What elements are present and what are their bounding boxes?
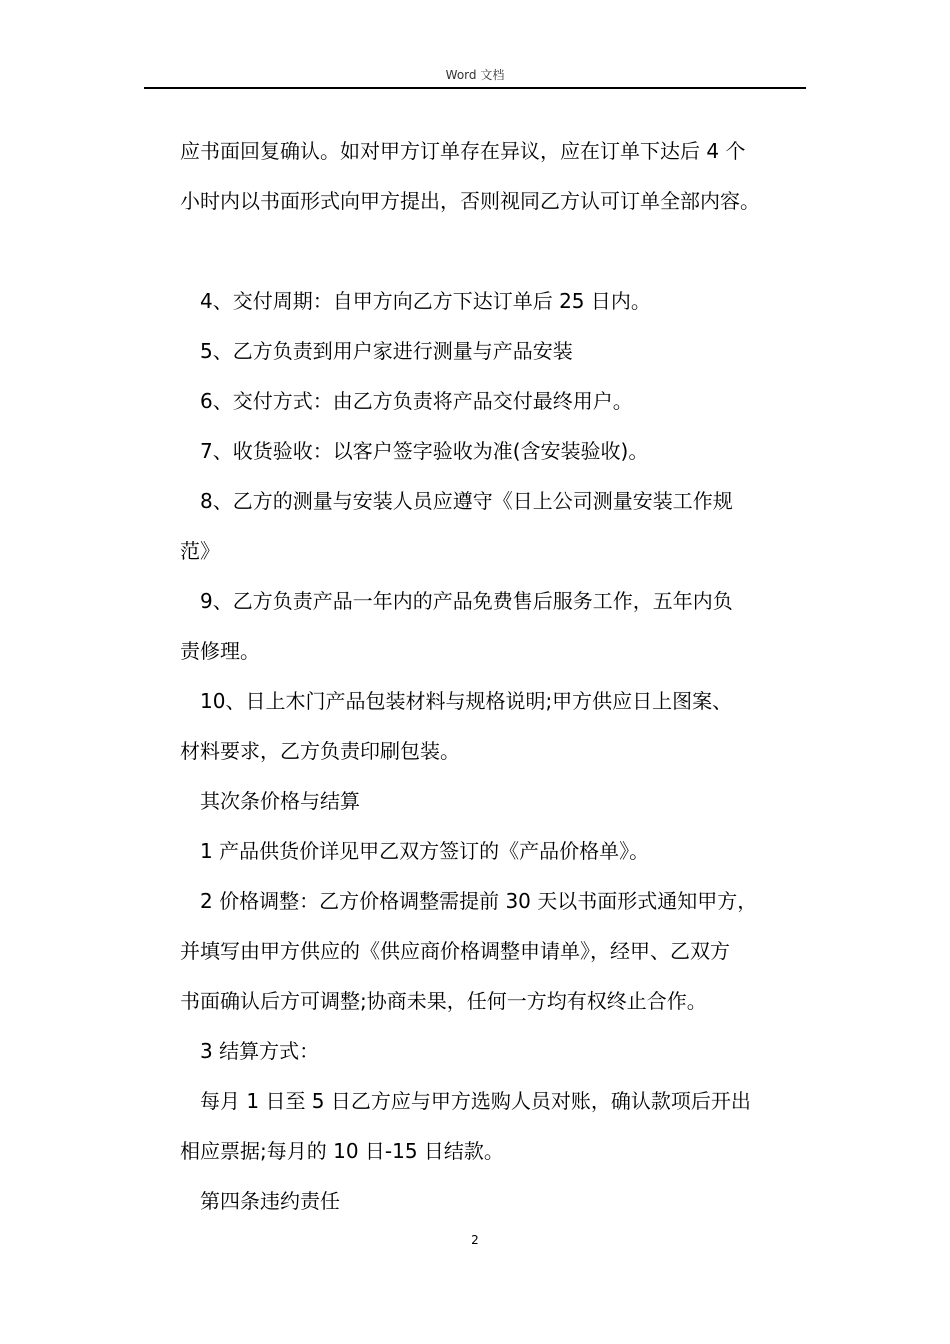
page-header-title: Word 文档 bbox=[445, 68, 505, 82]
body-line: 2 价格调整：乙方价格调整需提前 30 天以书面形式通知甲方， bbox=[200, 889, 758, 913]
blank-line bbox=[180, 226, 812, 276]
section-heading: 其次条价格与结算 bbox=[200, 789, 360, 813]
document-body bbox=[180, 126, 812, 1226]
body-line: 相应票据;每月的 10 日-15 日结款。 bbox=[180, 1139, 504, 1163]
body-line: 9、乙方负责产品一年内的产品免费售后服务工作，五年内负 bbox=[200, 589, 733, 613]
body-line: 7、收货验收：以客户签字验收为准(含安装验收)。 bbox=[200, 439, 649, 463]
section-heading: 第四条违约责任 bbox=[200, 1189, 340, 1213]
body-line: 1 产品供货价详见甲乙双方签订的《产品价格单》。 bbox=[200, 839, 650, 863]
body-line: 责修理。 bbox=[180, 639, 260, 663]
body-line: 5、乙方负责到用户家进行测量与产品安装 bbox=[200, 339, 573, 363]
body-line: 材料要求，乙方负责印刷包装。 bbox=[180, 739, 460, 763]
body-line: 范》 bbox=[180, 539, 220, 563]
body-line: 应书面回复确认。如对甲方订单存在异议，应在订单下达后 4 个 bbox=[180, 139, 746, 163]
header-divider bbox=[144, 87, 806, 89]
body-line: 并填写由甲方供应的《供应商价格调整申请单》，经甲、乙双方 bbox=[180, 939, 730, 963]
body-line: 6、交付方式：由乙方负责将产品交付最终用户。 bbox=[200, 389, 633, 413]
body-line: 10、日上木门产品包装材料与规格说明;甲方供应日上图案、 bbox=[200, 689, 733, 713]
body-line: 3 结算方式： bbox=[200, 1039, 320, 1063]
body-line: 每月 1 日至 5 日乙方应与甲方选购人员对账，确认款项后开出 bbox=[200, 1089, 751, 1113]
page-number: 2 bbox=[471, 1233, 479, 1247]
body-line: 小时内以书面形式向甲方提出，否则视同乙方认可订单全部内容。 bbox=[180, 189, 760, 213]
body-line: 8、乙方的测量与安装人员应遵守《日上公司测量安装工作规 bbox=[200, 489, 733, 513]
body-line: 4、交付周期：自甲方向乙方下达订单后 25 日内。 bbox=[200, 289, 651, 313]
body-line: 书面确认后方可调整;协商未果，任何一方均有权终止合作。 bbox=[180, 989, 707, 1013]
